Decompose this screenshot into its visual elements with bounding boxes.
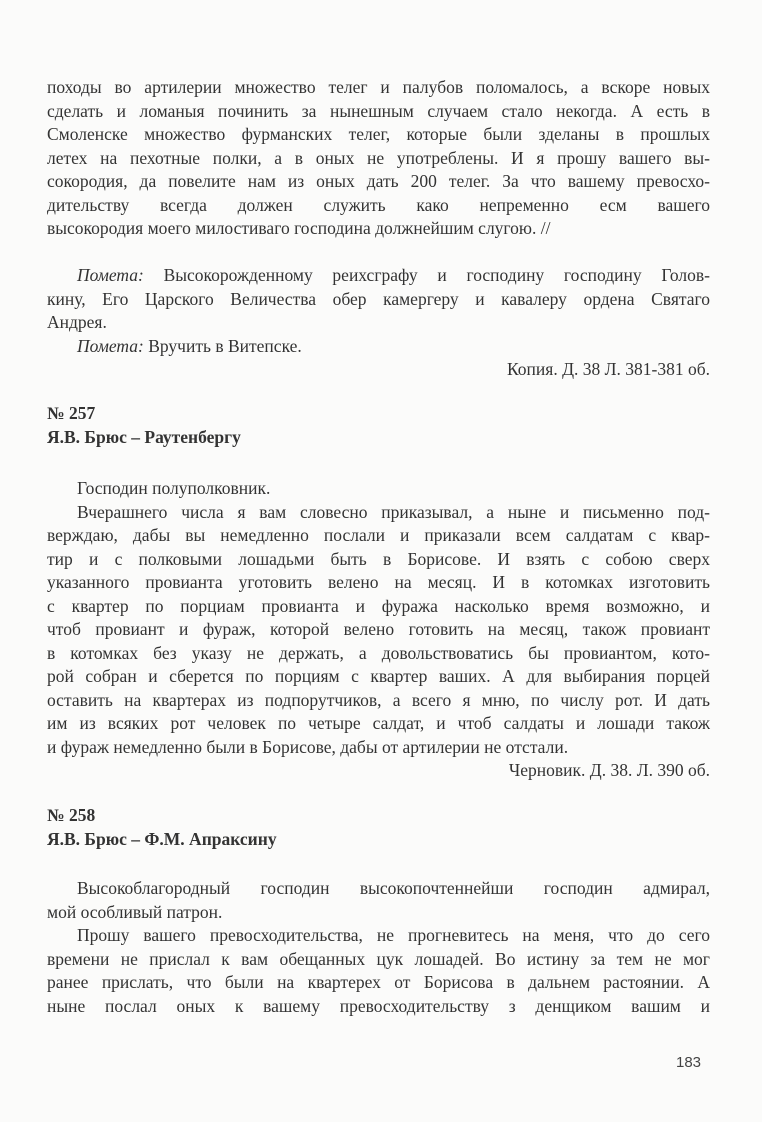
text-line: сделать и ломаныя починить за нынешным случаем стало некогда. А есть в [47, 100, 710, 121]
salutation: Господин полуполковник. [77, 478, 271, 498]
text-line: Смоленске множество фурманских телег, которые были зделаны в прошлых [47, 124, 710, 144]
text-line: сокородия, да повелите нам из оных дать 200 телег. За что вашему превосхо- [47, 171, 710, 191]
document-256-notes [47, 264, 710, 382]
document-heading: Я.В. Брюс – Ф.М. Апраксину [47, 828, 277, 849]
document-number: № 258 [47, 805, 96, 825]
text-line: ныне послал оных к вашему превосходительству з денщиком вашим и [47, 995, 710, 1016]
text-line: Вчерашнего числа я вам словесно приказывал, а ныне и письменно под- [77, 501, 710, 522]
text-line: в котомках без указу не держать, а довольствоватись бы провиантом, кото- [47, 642, 710, 663]
text-line: Прошу вашего превосходительства, не прогневитесь на меня, что до сего [77, 925, 710, 945]
document-258-header [47, 804, 710, 851]
note-label: Помета: [77, 265, 144, 285]
text-line: рой собран и сберется по порциям с квартер ваших. А для выбирания порцей [47, 666, 710, 686]
document-257-body [47, 477, 710, 783]
archive-source: Черновик. Д. 38. Л. 390 об. [508, 760, 710, 780]
note-line [47, 264, 710, 288]
page-number: 183 [676, 1054, 702, 1071]
text-line: летех на пехотные полки, а в оных не употреблены. И я прошу вашего вы- [47, 147, 710, 168]
document-heading: Я.В. Брюс – Раутенбергу [47, 426, 241, 447]
text-line: времени не прислал к вам обещанных цук лошадей. Во истину за тем не мог [47, 948, 710, 969]
text-line: тир и с полковыми лошадьми быть в Борисове. И взять с собою сверх [47, 548, 710, 569]
note-text: Вручить в Витепске. [148, 335, 302, 356]
note-line: Андрея. [47, 312, 107, 332]
document-number: № 257 [47, 403, 96, 423]
text-line: дительству всегда должен служить како непременно есм вашего [47, 194, 710, 215]
text-line: с квартер по порциам провианта и фуража насколько время возможно, и [47, 595, 710, 616]
text-line: чтоб провиант и фураж, которой велено готовить на месяц, також провиант [47, 619, 710, 639]
document-257-header [47, 402, 710, 449]
text-line: ранее прислать, что были на квартерех от Борисова в дальнем растоянии. А [47, 972, 710, 992]
text-line: походы во артилерии множество телег и палубов поломалось, а вскоре новых [47, 77, 710, 97]
text-line: высокородия моего милостиваго господина должнейшим слугою. // [47, 218, 551, 238]
note-line [47, 335, 710, 359]
document-258-body [47, 877, 710, 1018]
text-line: указанного провианта уготовить велено на месяц. И в котомках изготовить [47, 572, 710, 592]
salutation: Высокоблагородный господин высокопочтеннейши господин адмирал, [77, 878, 710, 898]
text-line: и фураж немедленно были в Борисове, дабы от артилерии не отстали. [47, 736, 569, 757]
note-label: Помета: [77, 335, 144, 356]
text-line: оставить на квартерах из подпорутчиков, а всего я мню, по числу рот. И дать [47, 689, 710, 710]
salutation: мой особливый патрон. [47, 901, 223, 922]
archive-source: Копия. Д. 38 Л. 381-381 об. [507, 359, 710, 379]
note-line: кину, Его Царского Величества обер камергеру и кавалеру ордена Святаго [47, 288, 710, 309]
document-256-ending [47, 76, 710, 241]
text-line: верждаю, дабы вы немедленно послали и приказали всем салдатам с квар- [47, 525, 710, 545]
note-text: Высокорожденному реихсграфу и господину господину Голов- [163, 265, 710, 285]
text-line: им из всяких рот человек по четыре салдат, и чтоб салдаты и лошади також [47, 713, 710, 733]
